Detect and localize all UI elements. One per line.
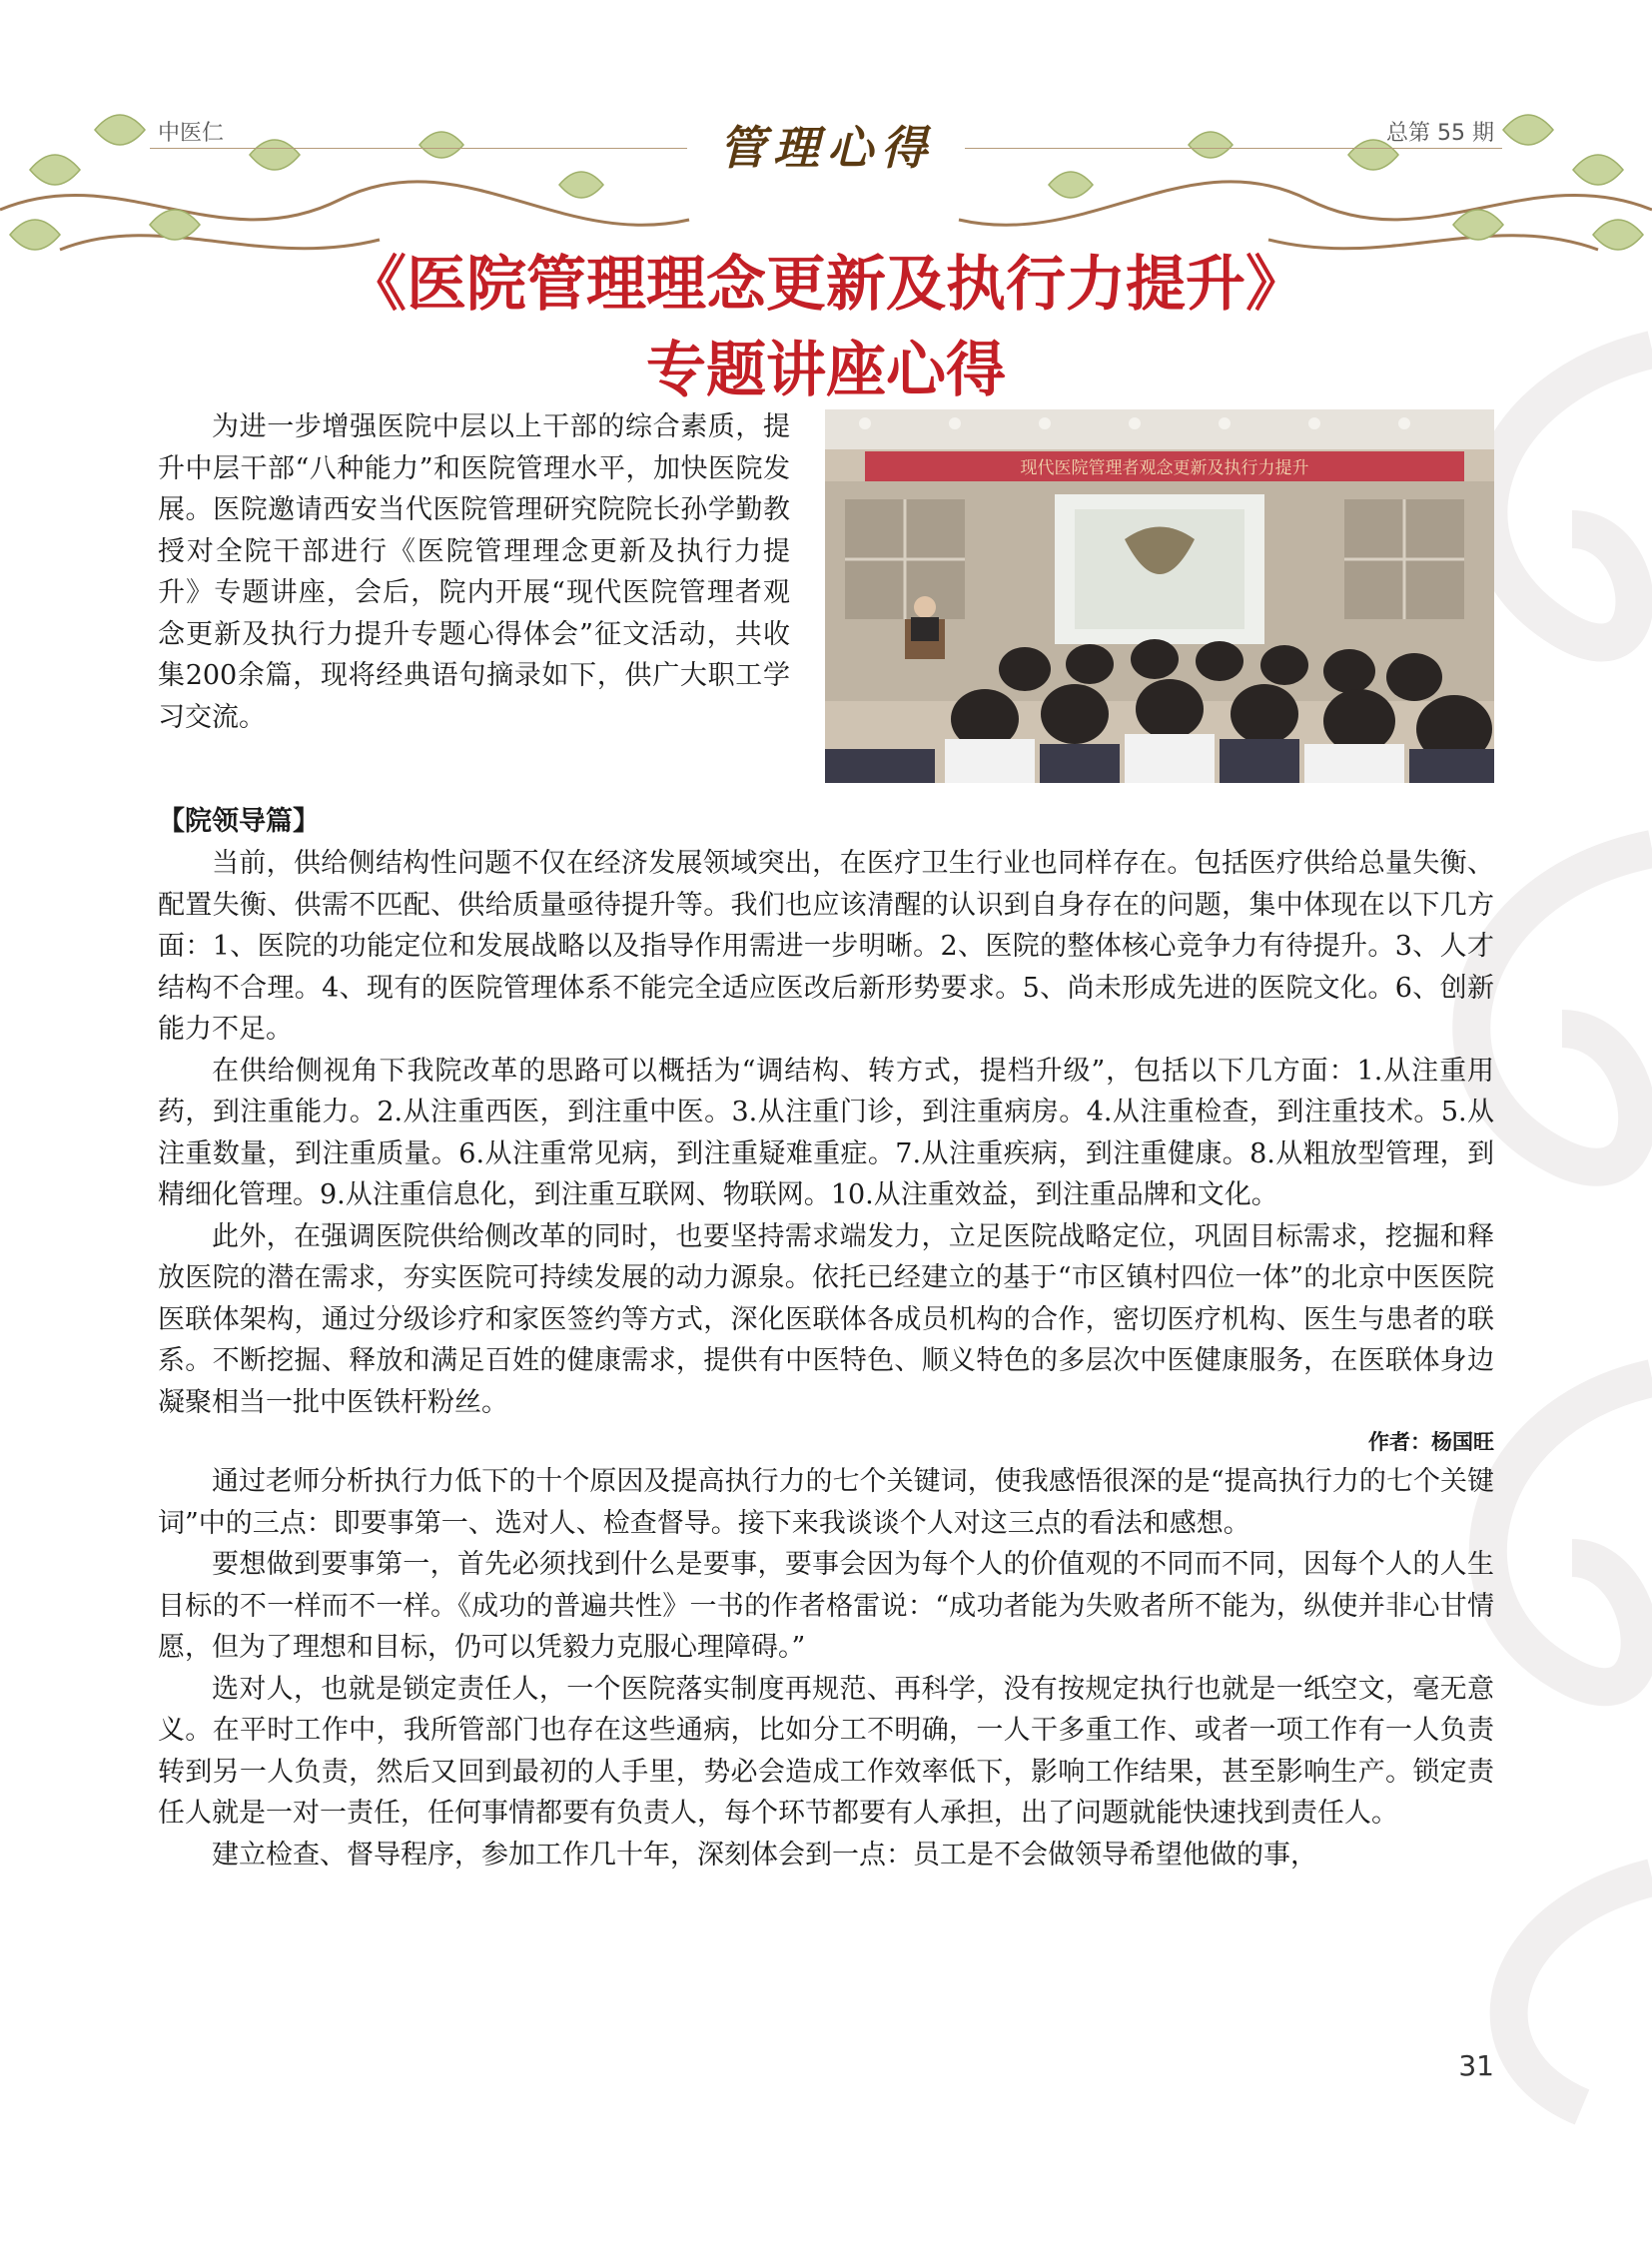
author-credit: 作者：杨国旺 [1368, 1430, 1494, 1454]
page-header [0, 0, 1652, 260]
lecture-photo-illustration [825, 409, 1494, 783]
paragraph: 选对人，也就是锁定责任人，一个医院落实制度再规范、再科学，没有按规定执行也就是一纸空文，毫无意义。在平时工作中，我所管部门也存在这些通病，比如分工不明确，一人干多重工作、或者一项工作有一人负责转到另一人负责，然后又回到最初的人手里，势必会造成工作效率低下，影响工作结果，甚至影响生产。锁定责任人就是一对一责任，任何事情都要有负责人，每个环节都要有人承担，出了问题就能快速找到责任人。 [158, 1673, 1494, 1829]
intro-paragraph: 为进一步增强医院中层以上干部的综合素质，提升中层干部“八种能力”和医院管理水平，加快医院发展。医院邀请西安当代医院管理研究院院长孙学勤教授对全院干部进行《医院管理理念更新及执行力提升》专题讲座，会后，院内开展“现代医院管理者观念更新及执行力提升专题心得体会”征文活动，共收集200余篇，现将经典语句摘录如下，供广大职工学习交流。 [158, 411, 790, 733]
header-rule-left [150, 148, 687, 149]
article-body [158, 801, 1494, 1875]
page-number: 31 [1458, 2049, 1494, 2082]
paragraph: 此外，在强调医院供给侧改革的同时，也要坚持需求端发力，立足医院战略定位，巩固目标需求，挖掘和释放医院的潜在需求，夯实医院可持续发展的动力源泉。依托已经建立的基于“市区镇村四位一体”的北京中医医院医联体架构，通过分级诊疗和家医签约等方式，深化医联体各成员机构的合作，密切医疗机构、医生与患者的联系。不断挖掘、释放和满足百姓的健康需求，提供有中医特色、顺义特色的多层次中医健康服务，在医联体身边凝聚相当一批中医铁杆粉丝。 [158, 1220, 1494, 1418]
paragraph: 在供给侧视角下我院改革的思路可以概括为“调结构、转方式，提档升级”，包括以下几方面：1.从注重用药，到注重能力。2.从注重西医，到注重中医。3.从注重门诊，到注重病房。4.从注重检查，到注重技术。5.从注重数量，到注重质量。6.从注重常见病，到注重疑难重症。7.从注重疾病，到注重健康。8.从粗放型管理，到精细化管理。9.从注重信息化，到注重互联网、物联网。10.从注重效益，到注重品牌和文化。 [158, 1055, 1494, 1210]
photo-banner: 现代医院管理者观念更新及执行力提升 [1020, 458, 1309, 478]
article-title: 《医院管理理念更新及执行力提升》 [347, 250, 1305, 320]
paragraph: 当前，供给侧结构性问题不仅在经济发展领域突出，在医疗卫生行业也同样存在。包括医疗供给总量失衡、配置失衡、供需不匹配、供给质量亟待提升等。我们也应该清醒的认识到自身存在的问题，集中体现在以下几方面：1、医院的功能定位和发展战略以及指导作用需进一步明晰。2、医院的整体核心竞争力有待提升。3、人才结构不合理。4、现有的医院管理体系不能完全适应医改后新形势要求。5、尚未形成先进的医院文化。6、创新能力不足。 [158, 848, 1494, 1045]
paragraph: 通过老师分析执行力低下的十个原因及提高执行力的七个关键词，使我感悟很深的是“提高执行力的七个关键词”中的三点：即要事第一、选对人、检查督导。接下来我谈谈个人对这三点的看法和感想。 [158, 1466, 1494, 1539]
article-subtitle: 专题讲座心得 [646, 336, 1006, 405]
paragraph: 要想做到要事第一，首先必须找到什么是要事，要事会因为每个人的价值观的不同而不同，因每个人的人生目标的不一样而不一样。《成功的普遍共性》一书的作者格雷说：“成功者能为失败者所不能为，纵使并非心甘情愿，但为了理想和目标，仍可以凭毅力克服心理障碍。” [158, 1549, 1494, 1663]
publication-name: 中医仁 [158, 121, 225, 146]
lecture-photo [825, 409, 1494, 783]
issue-number: 总第 55 期 [1386, 121, 1494, 146]
header-rule-right [965, 148, 1502, 149]
section-heading: 【院领导篇】 [158, 806, 320, 837]
section-title: 管理心得 [719, 121, 935, 175]
paragraph: 建立检查、督导程序，参加工作几十年，深刻体会到一点：员工是不会做领导希望他做的事， [212, 1839, 1317, 1870]
